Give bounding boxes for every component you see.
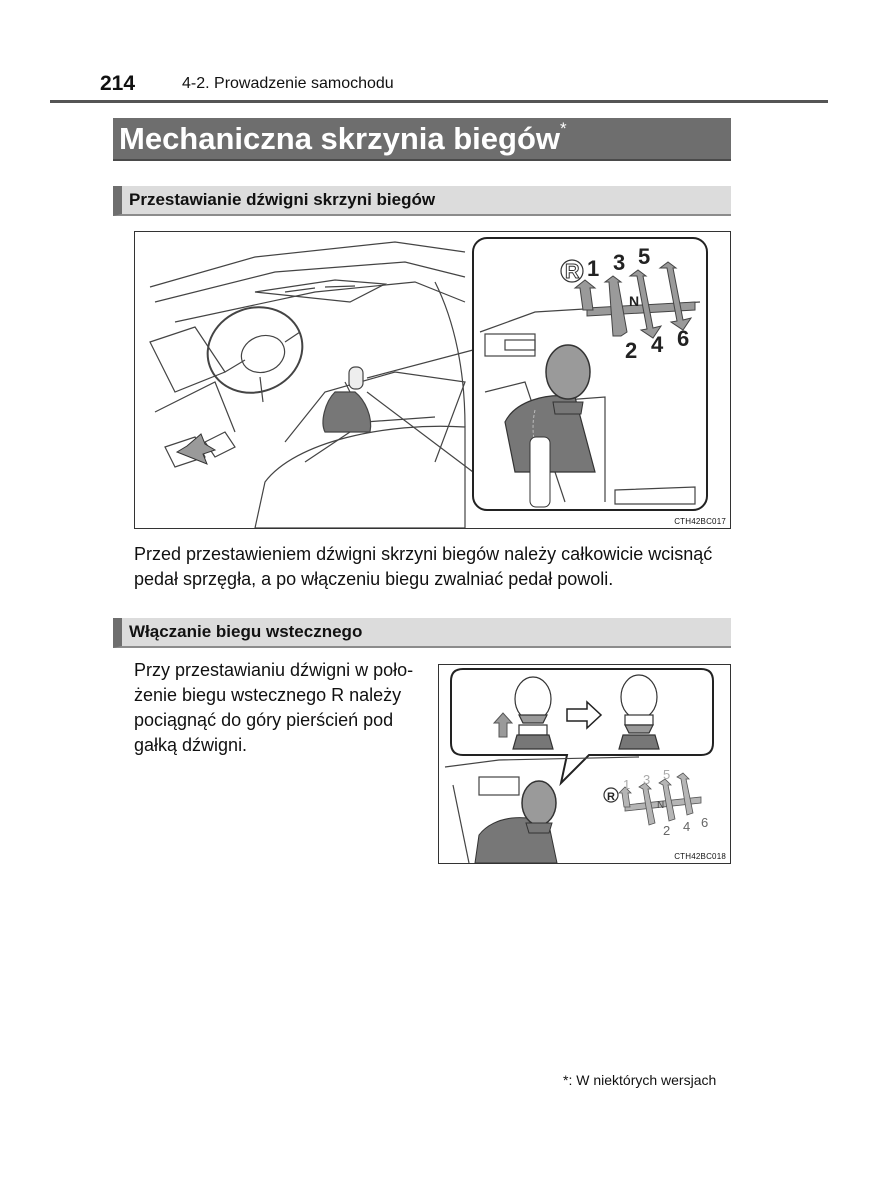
- figure-code: CTH42BC017: [674, 517, 726, 526]
- page-number: 214: [100, 72, 136, 95]
- gear-label-2: 2: [663, 823, 671, 838]
- gear-label-4: 4: [683, 819, 691, 834]
- figure-code: CTH42BC018: [674, 852, 726, 861]
- gear-label-n: N: [657, 800, 665, 811]
- cabin-illustration: [135, 232, 730, 528]
- reverse-illustration: [439, 665, 730, 863]
- page-title: [119, 121, 567, 157]
- paragraph-line: gałką dźwigni.: [134, 735, 248, 755]
- footnote: [563, 1072, 716, 1088]
- page-title-text: Mechaniczna skrzynia biegów: [119, 121, 561, 156]
- figure-reverse-ring: [438, 664, 731, 864]
- gear-label-6: 6: [701, 815, 709, 830]
- shift-pattern-icon: [619, 773, 701, 825]
- section-heading-text: Włączanie biegu wstecznego: [129, 622, 363, 641]
- page-title-mark: *: [560, 119, 567, 138]
- section-path: 4-2. Prowadzenie samochodu: [182, 75, 394, 92]
- footnote-mark: *: [563, 1072, 569, 1088]
- paragraph-line: pociągnąć do góry pierścień pod: [134, 710, 394, 730]
- gear-label-3: 3: [613, 250, 626, 275]
- section-heading-reverse: [113, 618, 731, 648]
- callout-bubble: [451, 669, 713, 783]
- shift-knob-icon: [546, 345, 590, 399]
- clutch-arrow-icon: [177, 434, 215, 464]
- gear-label-r: R: [565, 261, 580, 283]
- gear-label-r: R: [607, 791, 615, 803]
- gear-label-5: 5: [663, 767, 671, 782]
- gear-label-4: 4: [651, 332, 664, 357]
- page-title-bar: [113, 118, 731, 161]
- footnote-text: : W niektórych wersjach: [568, 1072, 717, 1088]
- paragraph-reverse: [134, 658, 422, 758]
- paragraph-line: Przed przestawieniem dźwigni skrzyni biegów należy całkowicie wcisnąć: [134, 544, 713, 564]
- shift-knob-icon: [522, 781, 556, 825]
- section-heading-shifting: [113, 186, 731, 216]
- gear-label-n: N: [629, 293, 640, 309]
- paragraph-shifting: [134, 542, 734, 592]
- paragraph-line: żenie biegu wstecznego R należy: [134, 685, 402, 705]
- paragraph-line: Przy przestawianiu dźwigni w poło-: [134, 660, 414, 680]
- gear-label-6: 6: [677, 326, 690, 351]
- gear-label-1: 1: [587, 256, 600, 281]
- gear-label-1: 1: [623, 777, 631, 792]
- gear-label-3: 3: [643, 772, 651, 787]
- header-divider: [50, 100, 828, 103]
- figure-shift-lever: [134, 231, 731, 529]
- gear-label-5: 5: [638, 244, 651, 269]
- paragraph-line: pedał sprzęgła, a po włączeniu biegu zwalniać pedał powoli.: [134, 569, 614, 589]
- gear-label-2: 2: [625, 338, 638, 363]
- section-heading-text: Przestawianie dźwigni skrzyni biegów: [129, 190, 436, 209]
